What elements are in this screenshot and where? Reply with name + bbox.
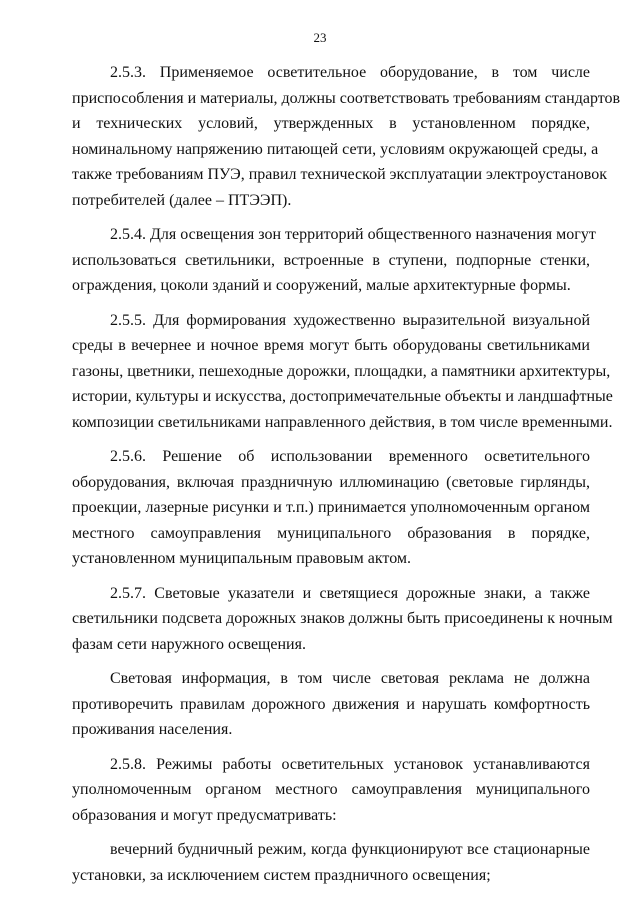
text-line: местного самоуправления муниципального образования в порядке, <box>72 524 590 542</box>
text-line: номинальному напряжению питающей сети, условиям окружающей среды, а <box>72 140 599 158</box>
paragraph-2-5-7 <box>72 581 613 658</box>
text-line: также требованиям ПУЭ, правил технической эксплуатации электроустановок <box>72 166 607 183</box>
text-line: Световая информация, в том числе световая реклама не должна <box>110 670 590 687</box>
paragraph-2-5-6 <box>72 444 590 572</box>
text-line: проекции, лазерные рисунки и т.п.) принимается уполномоченным органом <box>72 499 590 516</box>
text-line: 2.5.7. Световые указатели и светящиеся дорожные знаки, а также <box>110 584 590 602</box>
paragraph-evening-mode <box>72 837 590 888</box>
text-line: и технических условий, утвержденных в установленном порядке, <box>72 115 590 132</box>
text-line: оборудования, включая праздничную иллюминацию (световые гирлянды, <box>72 473 590 491</box>
paragraph-2-5-8 <box>72 752 590 829</box>
text-line: уполномоченным органом местного самоуправления муниципального <box>72 781 590 798</box>
text-line: вечерний будничный режим, когда функционируют все стационарные <box>110 841 590 858</box>
text-line: истории, культуры и искусства, достопримечательные объекты и ландшафтные <box>72 388 613 405</box>
text-line: фазам сети наружного освещения. <box>72 635 306 653</box>
text-line: противоречить правилам дорожного движения и нарушать комфортность <box>72 695 590 713</box>
text-line: 2.5.8. Режимы работы осветительных установок устанавливаются <box>110 755 590 773</box>
text-line: композиции светильниками направленного действия, в том числе временными. <box>72 413 613 431</box>
text-line: приспособления и материалы, должны соответствовать требованиям стандартов <box>72 89 621 107</box>
text-line: среды в вечернее и ночное время могут быть оборудованы светильниками <box>72 337 590 354</box>
text-line: светильники подсвета дорожных знаков должны быть присоединены к ночным <box>72 610 613 627</box>
text-line: газоны, цветники, пешеходные дорожки, площадки, а памятники архитектуры, <box>72 362 611 380</box>
text-line: установленном муниципальным правовым актом. <box>72 550 412 567</box>
text-line: установки, за исключением систем праздничного освещения; <box>72 866 491 884</box>
text-line: образования и могут предусматривать: <box>72 806 337 824</box>
text-line: 2.5.4. Для освещения зон территорий общественного назначения могут <box>110 226 596 243</box>
paragraph-2-5-3 <box>72 60 621 213</box>
text-line: ограждения, цоколи зданий и сооружений, малые архитектурные формы. <box>72 277 571 294</box>
document-body <box>72 60 621 888</box>
text-line: использоваться светильники, встроенные в ступени, подпорные стенки, <box>72 251 590 269</box>
paragraph-2-5-5 <box>72 308 613 436</box>
text-line: 2.5.6. Решение об использовании временного осветительного <box>110 448 590 465</box>
page-number: 23 <box>313 30 327 45</box>
paragraph-2-5-4 <box>72 222 596 299</box>
text-line: 2.5.5. Для формирования художественно выразительной визуальной <box>110 311 590 329</box>
text-line: потребителей (далее – ПТЭЭП). <box>72 191 292 209</box>
text-line: проживания населения. <box>72 721 233 738</box>
paragraph-light-info <box>72 666 590 743</box>
text-line: 2.5.3. Применяемое осветительное оборудование, в том числе <box>110 64 590 81</box>
